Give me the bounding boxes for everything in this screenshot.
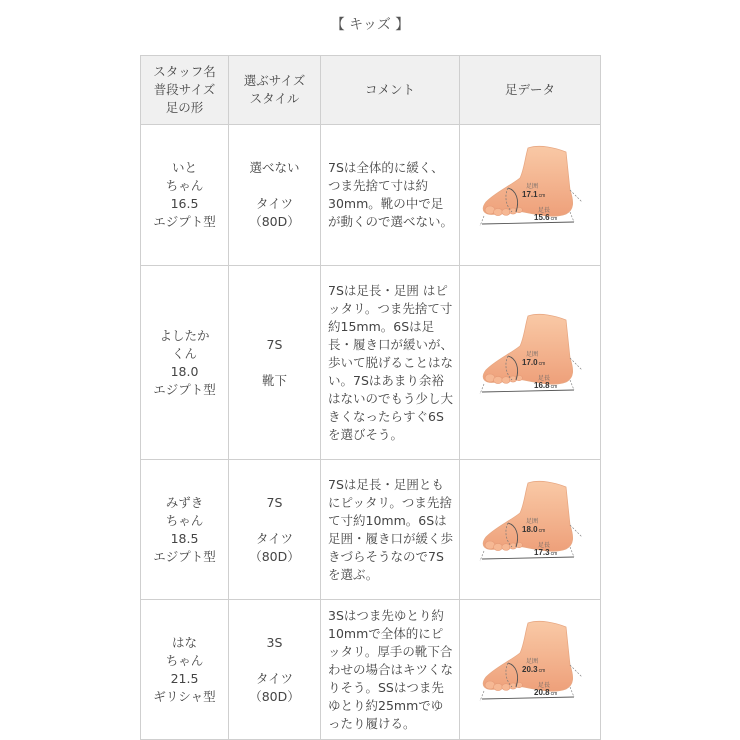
length-guide [480,384,484,394]
foot-shape [483,146,572,216]
comment-cell: 7Sは全体的に緩く、つま先捨て寸は約30mm。靴の中で足が動くので選べない。 [321,125,460,266]
foot-shape [483,621,572,691]
foot-illustration [470,475,590,585]
girth-label: 足囲 [526,351,539,358]
size-cell: 3S タイツ （80D） [229,600,321,740]
girth-value: 17.1cm [522,190,546,199]
toe-shape [494,208,503,215]
length-guide [570,212,574,222]
foot-illustration [470,140,590,250]
staff-cell: みずき ちゃん 18.5 エジプト型 [141,460,229,600]
length-line [482,390,574,392]
length-guide [480,551,484,561]
length-value: 17.3cm [534,547,558,557]
foot-illustration [470,308,590,418]
size-cell: 7S タイツ （80D） [229,460,321,600]
girth-value: 18.0cm [522,524,546,534]
girth-value: 20.3cm [522,664,546,674]
comment-cell: 3Sはつま先ゆとり約10mmで全体的にピッタリ。厚手の靴下合わせの場合はキツくなりそう。SSはつま先ゆとり約25mmでゆったり履ける。 [321,600,460,740]
header-comment: コメント [321,56,460,125]
length-guide [570,380,574,390]
size-cell: 7S 靴下 [229,266,321,460]
girth-label: 足囲 [526,518,539,525]
toe-shape [494,376,503,383]
length-value: 15.6cm [534,213,558,222]
foot-shape [483,314,572,384]
girth-label: 足囲 [526,184,539,190]
table-row [141,460,601,600]
length-guide [480,691,484,701]
length-value: 16.8cm [534,380,558,390]
girth-label: 足囲 [526,658,539,665]
foot-data-cell [460,600,601,740]
girth-value: 17.0cm [522,357,546,367]
toe-shape [494,683,503,690]
toe-shape [502,209,510,216]
toe-shape [502,683,510,690]
length-label: 足長 [538,682,551,689]
header-row [141,56,601,125]
length-label: 足長 [538,542,551,549]
section-title: 【 キッズ 】 [330,17,410,33]
length-value: 20.8cm [534,687,558,697]
length-label: 足長 [538,375,551,382]
length-guide [480,216,484,226]
foot-illustration [470,615,590,725]
comment-cell: 7Sは足長・足囲 はピッタリ。つま先捨て寸約15mm。6Sは足長・履き口が緩いが、歩いて脱げることはない。7Sはあまり余裕はないのでもう少し大きくなったらすぐ6Sを選びそう。 [321,266,460,460]
length-line [482,557,574,559]
toe-shape [502,543,510,550]
header-foot-data: 足データ [460,56,601,125]
foot-data-cell [460,266,601,460]
staff-cell: いと ちゃん 16.5 エジプト型 [141,125,229,266]
toe-shape [494,543,503,550]
header-size: 選ぶサイズ スタイル [229,56,321,125]
toe-shape [502,376,510,383]
staff-cell: よしたか くん 18.0 エジプト型 [141,266,229,460]
foot-data-cell [460,460,601,600]
length-guide [570,547,574,557]
length-line [482,697,574,699]
length-label: 足長 [538,208,551,214]
foot-shape [483,481,572,551]
length-guide [570,687,574,697]
comment-cell: 7Sは足長・足囲ともにピッタリ。つま先捨て寸約10mm。6Sは足囲・履き口が緩く歩きづらそうなので7Sを選ぶ。 [321,460,460,600]
length-line [482,222,574,224]
size-comparison-table [140,55,601,740]
header-staff: スタッフ名 普段サイズ 足の形 [141,56,229,125]
size-cell: 選べない タイツ （80D） [229,125,321,266]
table-row [141,125,601,266]
table-row [141,266,601,460]
foot-data-cell [460,125,601,266]
table-row [141,600,601,740]
staff-cell: はな ちゃん 21.5 ギリシャ型 [141,600,229,740]
